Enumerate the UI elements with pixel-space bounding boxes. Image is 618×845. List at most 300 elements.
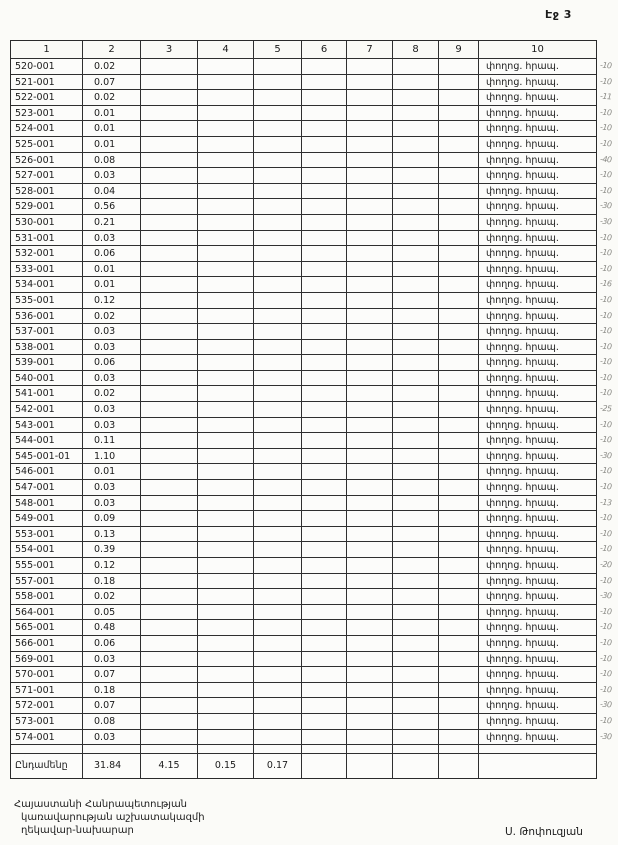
empty-cell [393,714,439,729]
empty-cell [439,574,479,589]
empty-cell [254,683,302,698]
row-note: փողոց. հրապ. [486,201,559,213]
empty-cell [393,324,439,339]
table-row [11,714,612,730]
row-note: փողոց. հրապ. [486,528,559,540]
signatory-title-block [14,798,205,837]
empty-cell [347,636,393,651]
handwritten-margin-mark: -10 [599,544,612,554]
empty-cell [439,620,479,635]
row-value [83,745,141,753]
empty-cell [254,511,302,526]
empty-cell [439,153,479,168]
table-row [11,184,612,200]
empty-cell [302,558,347,573]
empty-cell [439,636,479,651]
empty-cell [198,464,254,479]
empty-cell [347,574,393,589]
row-value: 0.03 [83,496,141,511]
row-note: փողոց. հրապ. [486,357,559,369]
empty-cell [198,496,254,511]
empty-cell [198,199,254,214]
empty-cell [393,137,439,152]
row-note: փողոց. հրապ. [486,279,559,291]
row-id: 526-001 [11,153,83,168]
table-row [11,433,612,449]
empty-cell [198,90,254,105]
empty-cell [141,215,198,230]
row-value: 0.06 [83,355,141,370]
handwritten-margin-mark: -10 [599,668,612,679]
empty-cell [393,262,439,277]
empty-cell [302,730,347,745]
signatory-name: Ս. Թոփուզյան [505,826,583,838]
empty-cell [198,574,254,589]
table-row [11,309,612,325]
empty-cell [302,433,347,448]
handwritten-margin-mark: -30 [599,731,612,741]
row-id: 573-001 [11,714,83,729]
empty-cell [347,199,393,214]
handwritten-margin-mark: -10 [599,512,612,523]
row-id: 529-001 [11,199,83,214]
empty-cell [439,90,479,105]
handwritten-margin-mark: -10 [599,466,612,476]
empty-cell [347,652,393,667]
empty-cell [141,106,198,121]
table-header-row [11,41,596,59]
empty-cell [254,137,302,152]
handwritten-margin-mark: -10 [599,138,612,149]
row-value: 0.48 [83,620,141,635]
table-row [11,137,612,153]
row-note: փողոց. հրապ. [486,731,559,743]
empty-cell [254,449,302,464]
column-header: 9 [439,41,479,58]
row-value: 0.11 [83,433,141,448]
empty-cell [347,745,393,753]
row-id: 539-001 [11,355,83,370]
empty-cell [254,340,302,355]
empty-cell [439,667,479,682]
handwritten-margin-mark: -30 [599,200,612,211]
empty-cell [141,480,198,495]
empty-cell [141,730,198,745]
empty-cell [254,355,302,370]
empty-cell [302,277,347,292]
empty-cell [302,667,347,682]
empty-cell [393,246,439,261]
empty-cell [302,511,347,526]
empty-cell [254,745,302,753]
empty-cell [347,464,393,479]
empty-cell [439,309,479,324]
empty-cell [347,231,393,246]
row-note: փողոց. հրապ. [486,388,559,400]
signatory-title-line: ղեկավար-նախարար [21,825,134,836]
empty-cell [439,293,479,308]
empty-cell [198,121,254,136]
row-note: փողոց. հրապ. [486,513,559,525]
empty-cell [439,527,479,542]
handwritten-margin-mark: -16 [599,278,612,289]
empty-cell [254,153,302,168]
row-note: փողոց. հրապ. [486,216,559,228]
handwritten-margin-mark: -10 [599,107,612,118]
empty-cell [141,433,198,448]
row-value: 0.02 [83,589,141,604]
empty-cell [254,231,302,246]
empty-cell [198,667,254,682]
empty-cell [198,589,254,604]
row-note: փողոց. հրապ. [486,497,559,509]
total-value-col3: 4.15 [141,754,198,778]
row-value: 0.06 [83,636,141,651]
empty-cell [347,698,393,713]
row-value: 0.05 [83,605,141,620]
row-value: 0.07 [83,698,141,713]
empty-cell [254,386,302,401]
row-id: 531-001 [11,231,83,246]
empty-cell [141,231,198,246]
handwritten-margin-mark: -20 [599,559,612,570]
empty-cell [254,184,302,199]
empty-cell [254,433,302,448]
empty-cell [347,184,393,199]
empty-cell [198,652,254,667]
row-id: 548-001 [11,496,83,511]
handwritten-margin-mark: -10 [599,341,612,352]
handwritten-margin-mark: -10 [599,575,612,585]
empty-cell [254,75,302,90]
empty-cell [393,277,439,292]
empty-cell [198,168,254,183]
handwritten-margin-mark: -10 [599,169,612,180]
handwritten-margin-mark: -25 [599,403,612,414]
empty-cell [393,386,439,401]
row-value: 1.10 [83,449,141,464]
row-id: 558-001 [11,589,83,604]
empty-cell [393,745,439,753]
empty-cell [198,324,254,339]
row-note: փողոց. հրապ. [486,419,559,431]
empty-cell [302,402,347,417]
row-id: 525-001 [11,137,83,152]
empty-cell [393,231,439,246]
empty-cell [302,589,347,604]
table-row [11,277,612,293]
row-value: 0.03 [83,730,141,745]
row-id: 545-001-01 [11,449,83,464]
table-row [11,511,612,527]
row-note: փողոց. հրապ. [486,482,559,494]
column-header: 1 [11,41,83,58]
empty-cell [393,464,439,479]
table-row [11,59,612,75]
empty-cell [198,402,254,417]
empty-cell [141,652,198,667]
empty-cell [254,730,302,745]
table-row [11,464,612,480]
total-value-col5: 0.17 [254,754,302,778]
table-row [11,605,612,621]
empty-cell [302,418,347,433]
empty-cell [141,184,198,199]
signatory-title-line: կառավարության աշխատակազմի [21,812,205,823]
empty-cell [141,542,198,557]
empty-cell [302,199,347,214]
empty-cell [198,153,254,168]
empty-cell [347,153,393,168]
table-row [11,589,612,605]
row-value: 0.01 [83,137,141,152]
handwritten-margin-mark: -40 [599,154,612,164]
empty-cell [141,449,198,464]
row-note: փողոց. հրապ. [486,138,559,150]
row-value: 0.03 [83,231,141,246]
empty-cell [439,714,479,729]
empty-cell [141,496,198,511]
empty-cell [302,215,347,230]
handwritten-margin-mark: -10 [599,637,612,648]
empty-cell [439,542,479,557]
row-id: 537-001 [11,324,83,339]
row-note: փողոց. հրապ. [486,591,559,603]
empty-cell [302,386,347,401]
empty-cell [141,418,198,433]
empty-cell [198,698,254,713]
empty-cell [439,199,479,214]
empty-cell [393,153,439,168]
empty-cell [347,433,393,448]
empty-cell [254,277,302,292]
empty-cell [302,449,347,464]
empty-cell [254,574,302,589]
empty-cell [393,199,439,214]
empty-cell [439,277,479,292]
table-row [11,480,612,496]
spacer-row [11,745,596,754]
empty-cell [141,558,198,573]
empty-cell [347,371,393,386]
row-note: փողոց. հրապ. [486,684,559,696]
empty-cell [254,59,302,74]
empty-cell [198,527,254,542]
row-note: փողոց. հրապ. [486,622,559,634]
handwritten-margin-mark: -10 [599,185,612,196]
empty-cell [393,184,439,199]
empty-cell [439,121,479,136]
row-value: 0.01 [83,121,141,136]
table-row [11,90,612,106]
table-row [11,106,612,122]
handwritten-margin-mark: -10 [599,60,612,71]
row-value: 0.03 [83,371,141,386]
empty-cell [347,246,393,261]
table-row [11,262,612,278]
empty-cell [393,293,439,308]
row-value: 0.03 [83,168,141,183]
handwritten-margin-mark: -10 [599,310,612,320]
row-note: փողոց. հրապ. [486,107,559,119]
empty-cell [198,231,254,246]
empty-cell [254,324,302,339]
empty-cell [439,340,479,355]
empty-cell [198,636,254,651]
empty-cell [439,652,479,667]
row-id: 555-001 [11,558,83,573]
row-id: 536-001 [11,309,83,324]
empty-cell [198,683,254,698]
empty-cell [393,542,439,557]
row-value: 0.02 [83,59,141,74]
row-value: 0.13 [83,527,141,542]
row-id: 522-001 [11,90,83,105]
empty-cell [439,449,479,464]
empty-cell [347,418,393,433]
empty-cell [198,137,254,152]
table-row [11,527,612,543]
table-row [11,418,612,434]
empty-cell [393,418,439,433]
empty-cell [302,137,347,152]
empty-cell [141,340,198,355]
empty-cell [439,683,479,698]
empty-cell [198,745,254,753]
empty-cell [393,355,439,370]
table-row [11,652,612,668]
empty-cell [347,324,393,339]
empty-cell [347,90,393,105]
row-id: 521-001 [11,75,83,90]
row-value: 0.12 [83,293,141,308]
empty-cell [254,698,302,713]
empty-cell [254,418,302,433]
empty-cell [393,480,439,495]
empty-cell [254,90,302,105]
empty-cell [393,527,439,542]
empty-cell [439,558,479,573]
table-row [11,542,612,558]
row-value: 0.04 [83,184,141,199]
empty-cell [198,293,254,308]
empty-cell [254,121,302,136]
row-value: 0.09 [83,511,141,526]
empty-cell [198,449,254,464]
empty-cell [439,262,479,277]
row-value: 0.39 [83,542,141,557]
handwritten-margin-mark: -13 [599,497,612,508]
empty-cell [347,277,393,292]
empty-cell [302,293,347,308]
empty-cell [254,558,302,573]
row-note: փողոց. հրապ. [486,466,559,478]
empty-cell [393,449,439,464]
empty-cell [393,106,439,121]
empty-cell [198,714,254,729]
empty-cell [439,137,479,152]
empty-cell [439,355,479,370]
empty-cell [347,137,393,152]
empty-cell [141,371,198,386]
empty-cell [347,527,393,542]
handwritten-margin-mark: -10 [599,388,612,398]
table-row [11,324,612,340]
row-note: փողոց. հրապ. [486,185,559,197]
empty-cell [302,754,347,778]
empty-cell [439,324,479,339]
empty-cell [254,293,302,308]
handwritten-margin-mark: -30 [599,450,612,461]
empty-cell [439,402,479,417]
empty-cell [347,355,393,370]
empty-cell [302,309,347,324]
row-note: փողոց. հրապ. [486,341,559,353]
column-header: 3 [141,41,198,58]
empty-cell [141,574,198,589]
empty-cell [439,59,479,74]
row-value: 0.12 [83,558,141,573]
row-value: 0.02 [83,386,141,401]
empty-cell [347,293,393,308]
empty-cell [439,480,479,495]
empty-cell [347,589,393,604]
empty-cell [198,558,254,573]
empty-cell [302,121,347,136]
row-value: 0.03 [83,340,141,355]
empty-cell [302,231,347,246]
table-row [11,215,612,231]
table-row [11,199,612,215]
empty-cell [141,386,198,401]
empty-cell [393,574,439,589]
empty-cell [254,215,302,230]
empty-cell [393,168,439,183]
empty-cell [439,698,479,713]
empty-cell [141,75,198,90]
empty-cell [347,340,393,355]
empty-cell [302,745,347,753]
table-row [11,246,612,262]
row-note: փողոց. հրապ. [486,232,559,244]
column-header: 2 [83,41,141,58]
row-id: 557-001 [11,574,83,589]
empty-cell [393,589,439,604]
row-value: 0.01 [83,464,141,479]
empty-cell [347,121,393,136]
table-row [11,574,612,590]
empty-cell [254,106,302,121]
row-id: 546-001 [11,464,83,479]
empty-cell [141,620,198,635]
empty-cell [439,231,479,246]
empty-cell [141,246,198,261]
row-id: 569-001 [11,652,83,667]
table-row [11,496,612,512]
row-value: 0.03 [83,652,141,667]
row-note: փողոց. հրապ. [486,123,559,135]
row-value: 0.01 [83,106,141,121]
empty-cell [141,153,198,168]
empty-cell [393,667,439,682]
row-note: փողոց. հրապ. [486,170,559,182]
row-id: 564-001 [11,605,83,620]
table-row [11,153,612,169]
empty-cell [302,262,347,277]
empty-cell [302,527,347,542]
empty-cell [198,262,254,277]
row-note: փողոց. հրապ. [486,372,559,384]
